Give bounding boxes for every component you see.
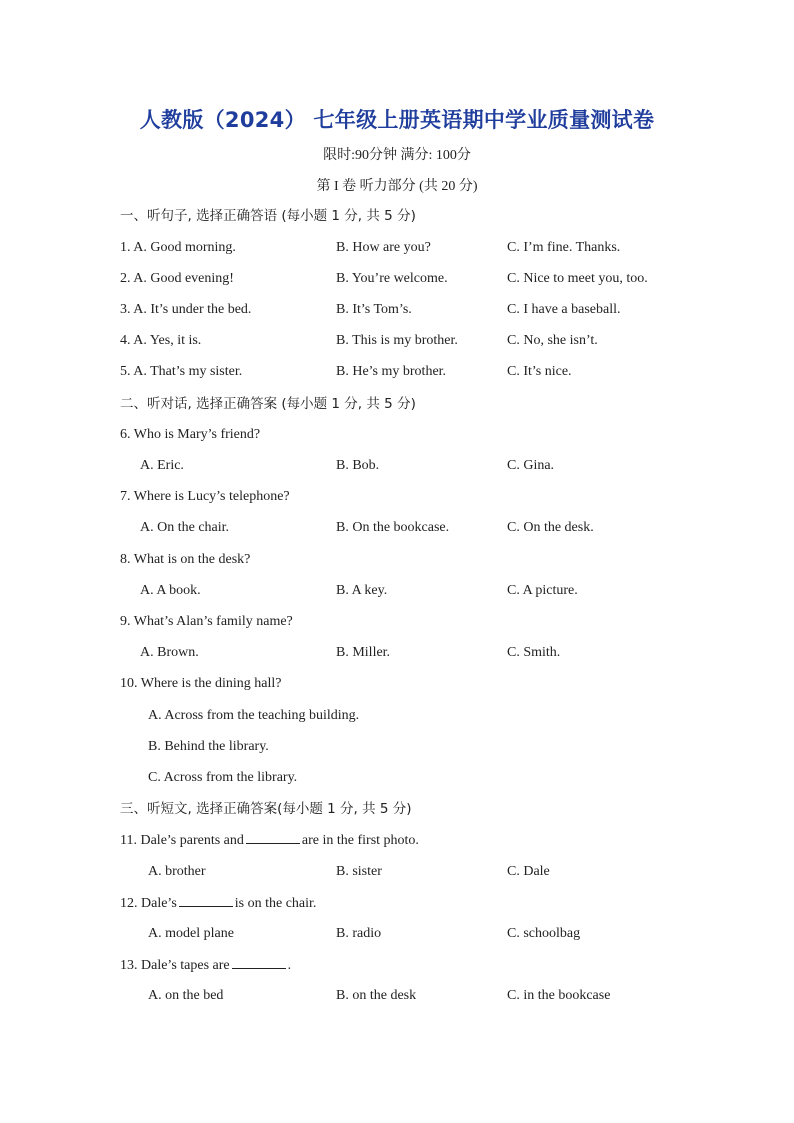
option-a: A. model plane bbox=[148, 926, 234, 941]
question-8-stem: 8. What is on the desk? bbox=[120, 552, 251, 567]
question-13-stem bbox=[120, 955, 291, 975]
option-c: C. in the bookcase bbox=[507, 988, 611, 1003]
option-c: C. On the desk. bbox=[507, 520, 594, 535]
answer-blank[interactable] bbox=[232, 955, 286, 969]
option-a: A. Across from the teaching building. bbox=[148, 708, 360, 723]
option-c: C. I’m fine. Thanks. bbox=[507, 240, 621, 255]
section-heading-1: 一、听句子, 选择正确答语 (每小题 1 分, 共 5 分) bbox=[120, 208, 416, 224]
answer-blank[interactable] bbox=[179, 893, 233, 907]
question-6-stem: 6. Who is Mary’s friend? bbox=[120, 427, 261, 442]
option-a: 2. A. Good evening! bbox=[120, 271, 234, 286]
option-a: 1. A. Good morning. bbox=[120, 240, 236, 255]
option-c: C. It’s nice. bbox=[507, 364, 572, 379]
option-b: B. radio bbox=[336, 926, 382, 941]
option-a: A. brother bbox=[148, 864, 206, 879]
stem-text: . bbox=[287, 958, 292, 973]
option-a: A. Eric. bbox=[140, 458, 184, 473]
option-c: C. schoolbag bbox=[507, 926, 581, 941]
option-b: B. He’s my brother. bbox=[336, 364, 447, 379]
option-a: A. on the bed bbox=[148, 988, 224, 1003]
question-10-stem: 10. Where is the dining hall? bbox=[120, 676, 282, 691]
question-11-stem bbox=[120, 830, 419, 850]
option-a: 4. A. Yes, it is. bbox=[120, 333, 202, 348]
option-c: C. Smith. bbox=[507, 645, 561, 660]
option-c: C. Gina. bbox=[507, 458, 555, 473]
option-a: 5. A. That’s my sister. bbox=[120, 364, 243, 379]
question-7-stem: 7. Where is Lucy’s telephone? bbox=[120, 489, 290, 504]
option-b: B. Bob. bbox=[336, 458, 380, 473]
option-c: C. No, she isn’t. bbox=[507, 333, 598, 348]
option-c: C. A picture. bbox=[507, 583, 578, 598]
option-b: B. A key. bbox=[336, 583, 388, 598]
page-title: 人教版（2024） 七年级上册英语期中学业质量测试卷 bbox=[139, 108, 655, 132]
option-b: B. It’s Tom’s. bbox=[336, 302, 412, 317]
question-12-stem bbox=[120, 893, 316, 913]
option-a: A. Brown. bbox=[140, 645, 199, 660]
option-a: A. A book. bbox=[140, 583, 201, 598]
section-heading-3: 三、听短文, 选择正确答案(每小题 1 分, 共 5 分) bbox=[120, 801, 412, 817]
stem-text: 12. Dale’s bbox=[120, 896, 177, 911]
option-b: B. Miller. bbox=[336, 645, 391, 660]
stem-text: 13. Dale’s tapes are bbox=[120, 958, 230, 973]
exam-meta: 限时:90分钟 满分: 100分 bbox=[323, 148, 471, 163]
option-c: C. Across from the library. bbox=[148, 770, 298, 785]
part-heading: 第 I 卷 听力部分 (共 20 分) bbox=[316, 179, 478, 194]
option-b: B. Behind the library. bbox=[148, 739, 269, 754]
option-b: B. on the desk bbox=[336, 988, 417, 1003]
option-c: C. I have a baseball. bbox=[507, 302, 621, 317]
option-c: C. Dale bbox=[507, 864, 550, 879]
option-b: B. sister bbox=[336, 864, 382, 879]
stem-text: 11. Dale’s parents and bbox=[120, 833, 244, 848]
stem-text: are in the first photo. bbox=[301, 833, 419, 848]
option-b: B. On the bookcase. bbox=[336, 520, 450, 535]
option-a: A. On the chair. bbox=[140, 520, 230, 535]
answer-blank[interactable] bbox=[246, 830, 300, 844]
stem-text: is on the chair. bbox=[234, 896, 317, 911]
section-heading-2: 二、听对话, 选择正确答案 (每小题 1 分, 共 5 分) bbox=[120, 396, 416, 412]
question-9-stem: 9. What’s Alan’s family name? bbox=[120, 614, 293, 629]
option-b: B. This is my brother. bbox=[336, 333, 458, 348]
option-b: B. You’re welcome. bbox=[336, 271, 448, 286]
option-b: B. How are you? bbox=[336, 240, 431, 255]
option-c: C. Nice to meet you, too. bbox=[507, 271, 648, 286]
option-a: 3. A. It’s under the bed. bbox=[120, 302, 252, 317]
